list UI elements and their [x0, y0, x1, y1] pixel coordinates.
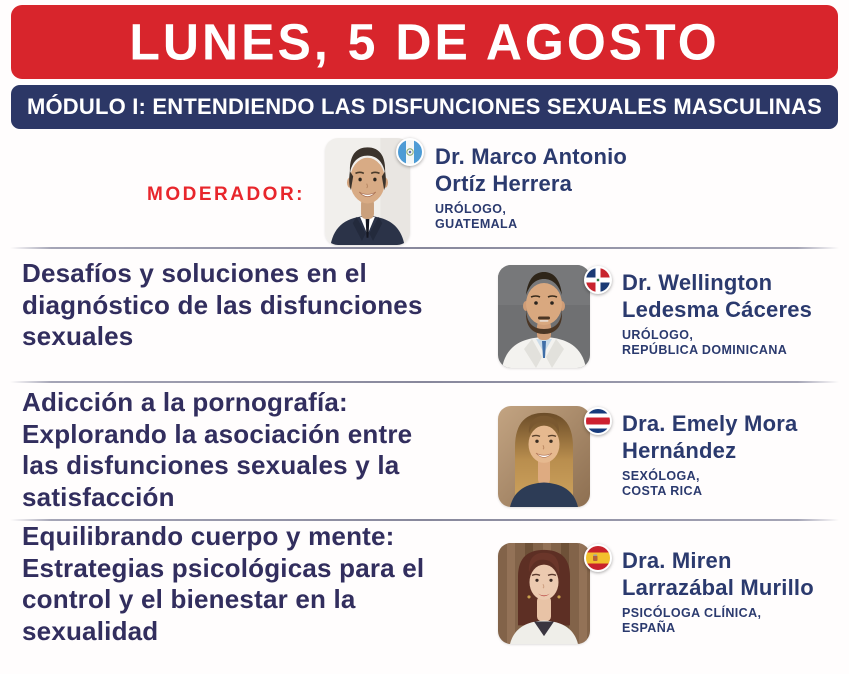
flag-dominican-republic-icon — [584, 266, 612, 294]
speaker-name-line: Dr. Marco Antonio — [435, 144, 628, 169]
flag-costa-rica-icon — [584, 407, 612, 435]
speaker-country: ESPAÑA — [622, 621, 676, 635]
moderator-role — [435, 202, 627, 232]
speaker-name-line: Hernández — [622, 437, 737, 463]
flag-guatemala-icon — [396, 138, 424, 166]
speaker-photo — [498, 265, 590, 368]
flag-spain-icon — [584, 544, 612, 572]
moderator-info — [435, 144, 627, 232]
speaker-country: REPÚBLICA DOMINICANA — [622, 343, 788, 357]
speaker-photo — [498, 543, 590, 644]
speaker-name-line: Ledesma Cáceres — [622, 296, 813, 322]
moderator-label: MODERADOR: — [147, 184, 305, 205]
speaker-name — [622, 548, 814, 601]
session-title — [22, 521, 497, 647]
speaker-role-block — [622, 328, 812, 358]
portrait-woman-auburn-hair — [498, 543, 590, 644]
module-banner — [11, 85, 838, 129]
section-divider — [10, 381, 839, 383]
title-line: las disfunciones sexuales y la — [22, 450, 400, 480]
speaker-country: GUATEMALA — [435, 217, 518, 231]
title-line: Adicción a la pornografía: — [22, 387, 348, 417]
speaker-country: COSTA RICA — [622, 484, 703, 498]
day-banner-title: LUNES, 5 DE AGOSTO — [129, 13, 720, 71]
speaker-role: URÓLOGO, — [435, 202, 507, 216]
speaker-name-line: Dra. Miren — [622, 548, 732, 573]
speaker-photo — [498, 406, 590, 507]
speaker-info — [622, 548, 814, 636]
speaker-role: URÓLOGO, — [622, 328, 694, 342]
title-line: control y el bienestar en la — [22, 584, 356, 614]
speaker-role-block — [622, 469, 797, 499]
speaker-info — [622, 411, 797, 499]
title-line: sexualidad — [22, 615, 159, 646]
portrait-woman-long-blonde-hair — [498, 406, 590, 507]
speaker-name-line: Larrazábal Murillo — [622, 574, 814, 600]
speaker-role: SEXÓLOGA, — [622, 469, 700, 483]
title-line: satisfacción — [22, 481, 175, 512]
title-line: Explorando la asociación entre — [22, 418, 413, 449]
speaker-name — [622, 411, 797, 464]
section-divider — [10, 247, 839, 249]
speaker-name-line: Dra. Emely Mora — [622, 411, 798, 436]
speaker-name-line: Dr. Wellington — [622, 270, 773, 295]
title-line: Estrategias psicológicas para el — [22, 552, 425, 583]
session-title — [22, 387, 497, 513]
title-line: diagnóstico de las disfunciones — [22, 289, 423, 320]
title-line: sexuales — [22, 321, 134, 351]
speaker-name — [622, 270, 812, 323]
title-line: Equilibrando cuerpo y mente: — [22, 521, 395, 551]
speaker-role: PSICÓLOGA CLÍNICA, — [622, 606, 762, 620]
moderator-name — [435, 144, 627, 197]
day-banner — [11, 5, 838, 79]
title-line: Desafíos y soluciones en el — [22, 258, 367, 288]
speaker-name-line: Ortíz Herrera — [435, 170, 573, 196]
portrait-man-beard-labcoat — [498, 265, 590, 368]
session-title — [22, 258, 497, 353]
speaker-role-block — [622, 606, 814, 636]
speaker-info — [622, 270, 812, 358]
module-banner-title: MÓDULO I: ENTENDIENDO LAS DISFUNCIONES SEXUALES MASCULINAS — [26, 94, 823, 119]
